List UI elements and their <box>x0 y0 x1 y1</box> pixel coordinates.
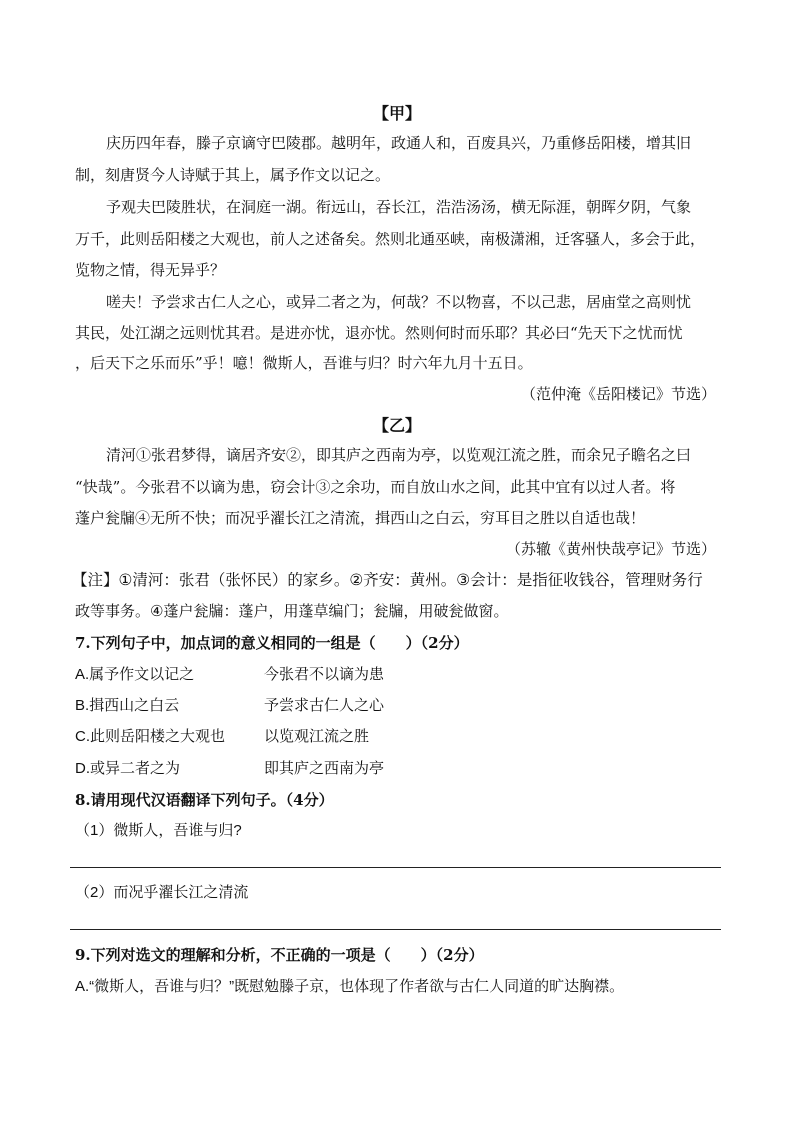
q7-option-a-left: A.属予作文以记之 <box>75 666 195 683</box>
passage-b-source: （苏辙《黄州快哉亭记》节选） <box>505 540 716 558</box>
answer-line <box>70 929 721 930</box>
q7-option-a-right: 今张君不以谪为患 <box>264 666 385 683</box>
passage-a-line: 予观夫巴陵胜状，在洞庭一湖。衔远山，吞长江，浩浩汤汤，横无际涯，朝晖夕阴，气象 <box>106 198 692 216</box>
passage-a-line: 万千，此则岳阳楼之大观也，前人之述备矣。然则北通巫峡，南极潇湘，迁客骚人，多会于此， <box>75 230 706 248</box>
passage-a-line: 其民，处江湖之远则忧其君。是进亦忧，退亦忧。然则何时而乐耶？其必曰“先天下之忧而忧 <box>75 324 683 342</box>
q8-item-2: （2）而况乎濯长江之清流 <box>75 884 249 901</box>
q7-option-d-right: 即其庐之西南为亭 <box>264 760 385 777</box>
q7-option-b-left: B.揖西山之白云 <box>75 697 180 714</box>
passage-a-line: 制，刻唐贤今人诗赋于其上，属予作文以记之。 <box>75 166 391 184</box>
notes-line: 【注】①清河：张君（张怀民）的家乡。②齐安：黄州。③会计：是指征收钱谷，管理财务行 <box>72 572 703 589</box>
passage-b-line: 清河①张君梦得，谪居齐安②，即其庐之西南为亭，以览观江流之胜，而余兄子瞻名之曰 <box>106 446 692 464</box>
q7-option-d-left: D.或异二者之为 <box>75 760 181 777</box>
q7-option-b-right: 予尝求古仁人之心 <box>264 697 385 714</box>
passage-a-line: 览物之情，得无异乎？ <box>75 261 226 279</box>
q7-option-c-right: 以览观江流之胜 <box>264 728 370 745</box>
passage-b-line: 蓬户瓮牖④无所不快；而况乎濯长江之清流，揖西山之白云，穷耳目之胜以自适也哉！ <box>75 509 646 527</box>
q8-item-1: （1）微斯人，吾谁与归? <box>75 822 242 839</box>
passage-a-line: ，后天下之乐而乐”乎！噫！微斯人，吾谁与归？时六年九月十五日。 <box>75 354 533 372</box>
question-9: 9.下列对选文的理解和分析，不正确的一项是（ ）（2分） <box>75 946 484 964</box>
question-8: 8.请用现代汉语翻译下列句子。（4分） <box>75 791 334 809</box>
passage-a-line: 庆历四年春，滕子京谪守巴陵郡。越明年，政通人和，百废具兴，乃重修岳阳楼，增其旧 <box>106 134 692 152</box>
question-7: 7.下列句子中，加点词的意义相同的一组是（ ）（2分） <box>75 634 469 652</box>
passage-b-line: “快哉”。今张君不以谪为患，窃会计③之余功，而自放山水之间，此其中宜有以过人者。将 <box>75 478 676 496</box>
passage-a-heading: 【甲】 <box>372 104 421 123</box>
q7-option-c-left: C.此则岳阳楼之大观也 <box>75 728 226 745</box>
q9-option-a: A.“微斯人，吾谁与归？”既慰勉滕子京，也体现了作者欲与古仁人同道的旷达胸襟。 <box>75 978 625 995</box>
passage-b-heading: 【乙】 <box>372 416 421 435</box>
answer-line <box>70 867 721 868</box>
passage-a-source: （范仲淹《岳阳楼记》节选） <box>520 385 716 403</box>
passage-a-line: 嗟夫！予尝求古仁人之心，或异二者之为，何哉？不以物喜，不以己悲，居庙堂之高则忧 <box>106 293 692 311</box>
notes-line: 政等事务。④蓬户瓮牖：蓬户，用蓬草编门；瓮牖，用破瓮做窗。 <box>75 603 509 620</box>
